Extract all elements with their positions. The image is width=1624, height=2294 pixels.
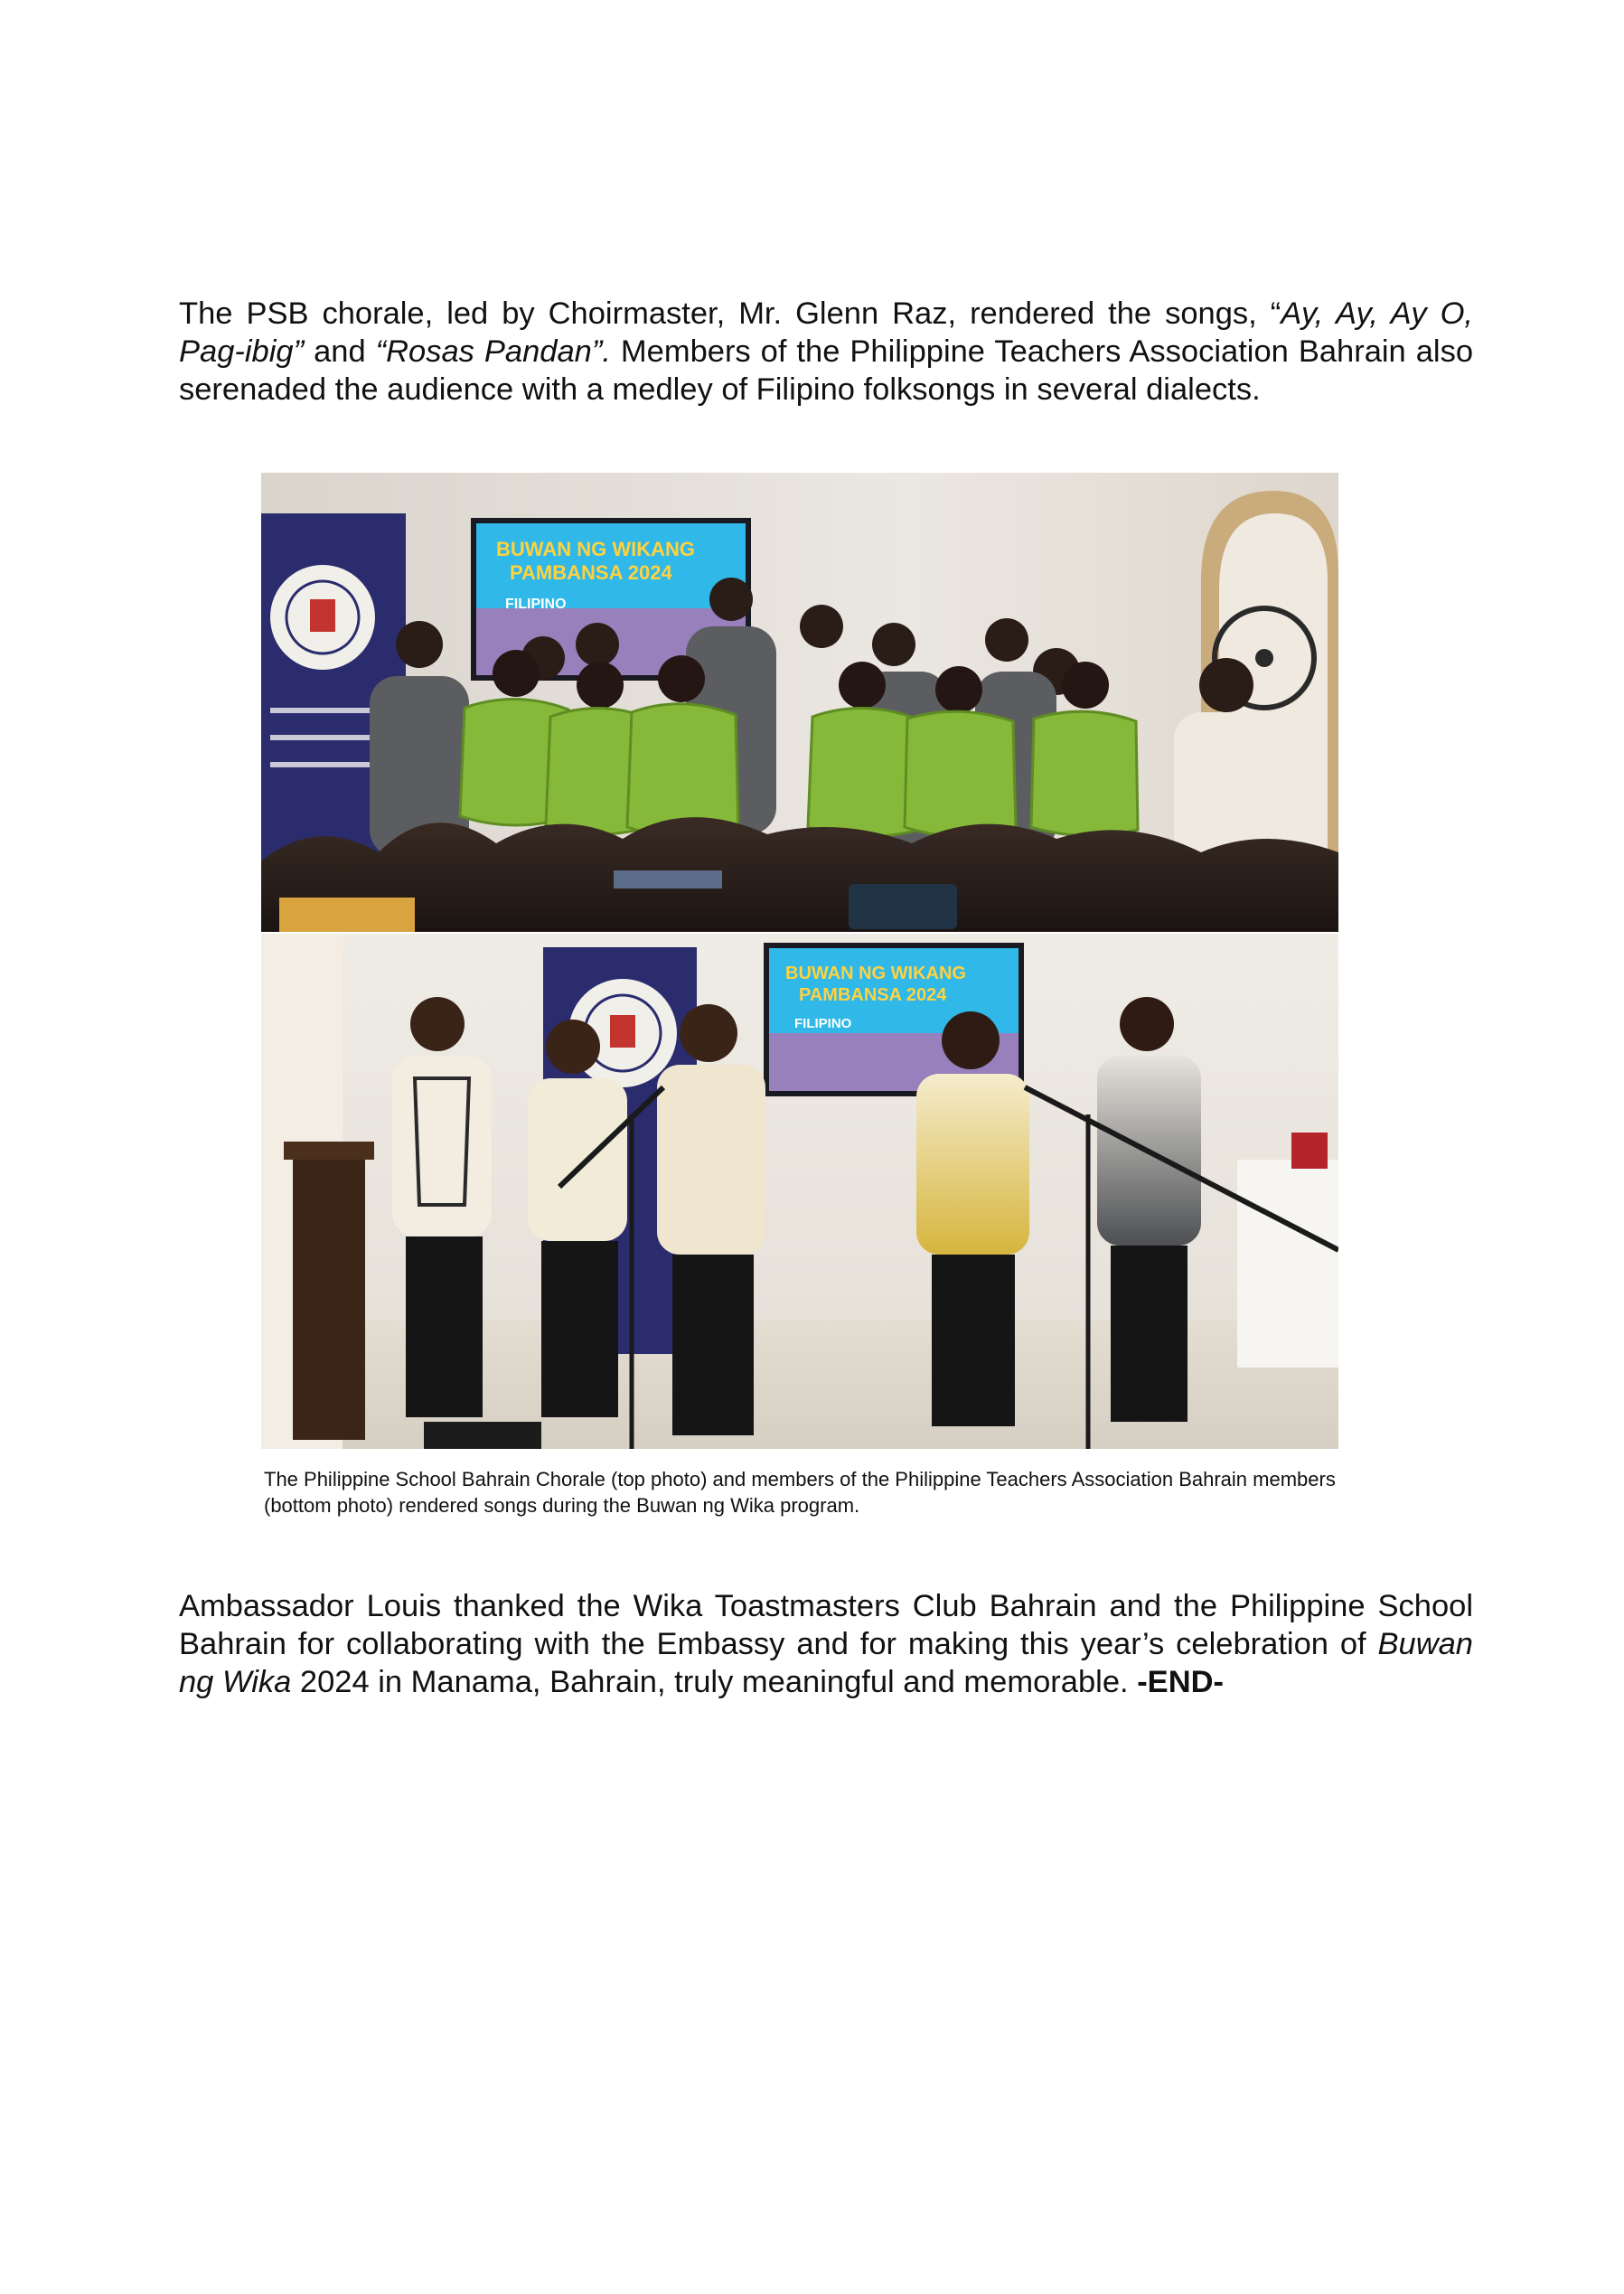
song-title-2: “Rosas Pandan”. [375, 334, 611, 369]
event-name: Buwan ng Wika [179, 1627, 1473, 1699]
podium [293, 1151, 365, 1440]
screen-title-2-bottom: PAMBANSA 2024 [799, 985, 947, 1005]
para1-text-2: and [304, 334, 376, 369]
para1-text-3: Members of the Philippine Teachers Association Bahrain also serenaded the audience with a medley of Filipino folksongs in several dialects. [179, 334, 1474, 407]
man-3 [657, 1004, 765, 1435]
end-marker: -END- [1137, 1665, 1225, 1699]
phone-icon [849, 884, 957, 929]
screen-title-1-bottom: BUWAN NG WIKANG [785, 964, 966, 983]
paragraph-ambassador [179, 1587, 1473, 1701]
photo-chorale [261, 473, 1338, 932]
para2-text-1: Ambassador Louis thanked the Wika Toastmasters Club Bahrain and the Philippine School Bahrain for collaborating with the Embassy and for making this year’s celebration of [179, 1589, 1473, 1661]
photo-teachers [261, 934, 1338, 1449]
screen-subtitle-bottom: FILIPINO [794, 1016, 852, 1031]
screen-title-2: PAMBANSA 2024 [510, 561, 672, 584]
para1-text-1: The PSB chorale, led by Choirmaster, Mr. Glenn Raz, rendered the songs, “ [179, 296, 1281, 331]
screen-title-1: BUWAN NG WIKANG [496, 538, 695, 560]
photo-caption: The Philippine School Bahrain Chorale (top photo) and members of the Philippine Teachers Association Bahrain members (bottom photo) rendered songs during the Buwan ng Wika program. [264, 1468, 1336, 1517]
man-5 [1097, 997, 1201, 1422]
screen-subtitle: FILIPINO [505, 597, 567, 612]
song-title-1: Ay, Ay, Ay O, Pag-ibig” [179, 296, 1474, 369]
para2-text-2: 2024 in Manama, Bahrain, truly meaningful and memorable. [291, 1665, 1138, 1699]
man-1 [392, 997, 492, 1417]
paragraph-chorale [179, 295, 1473, 409]
